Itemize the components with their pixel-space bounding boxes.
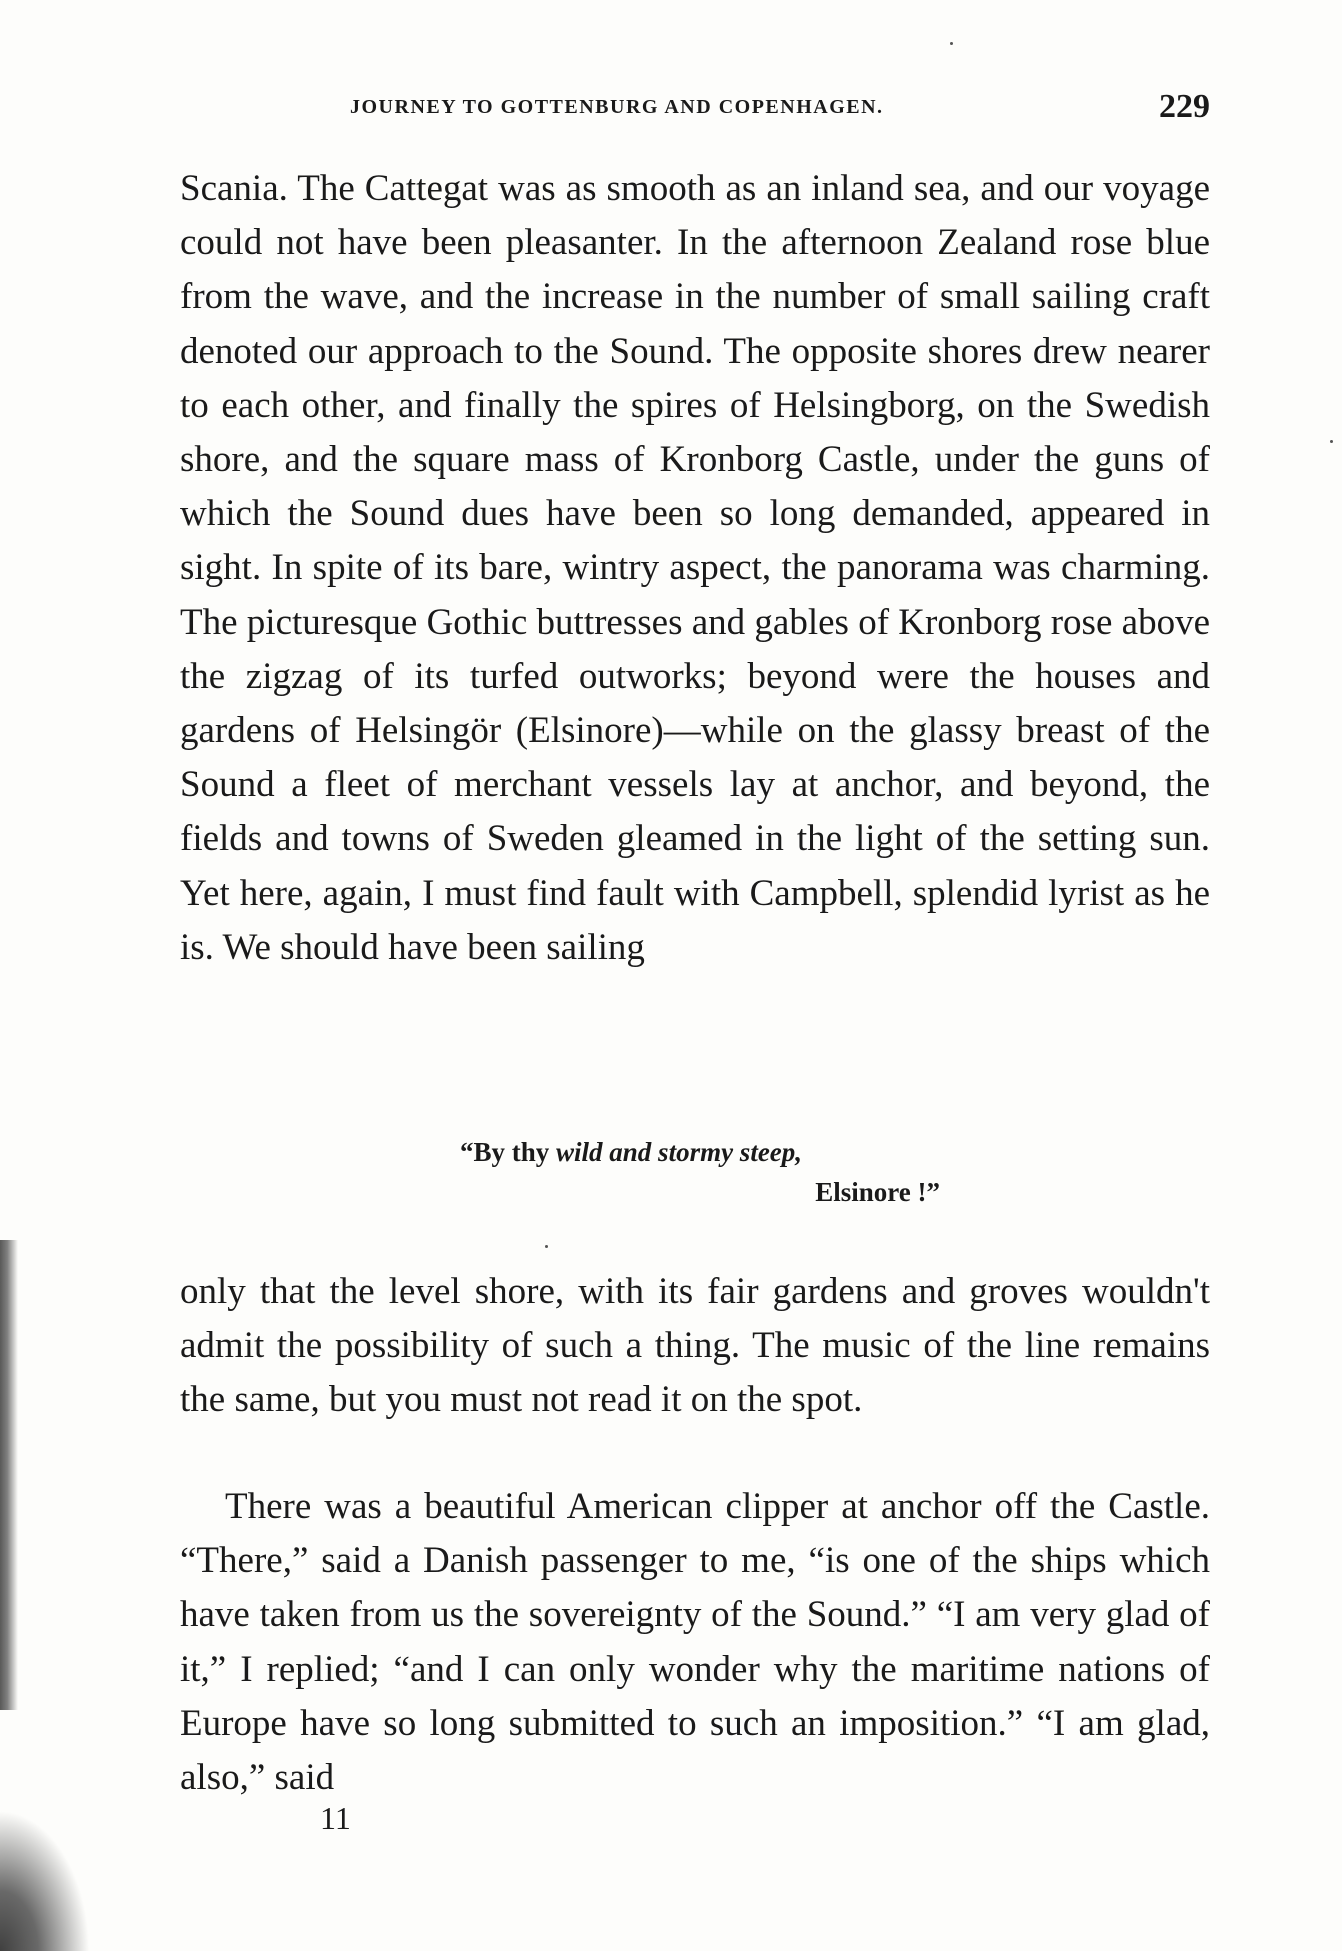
scan-speck xyxy=(1330,440,1333,443)
scan-speck xyxy=(950,42,953,45)
verse-line-1-start: “By thy xyxy=(460,1137,557,1167)
printer-signature-mark: 11 xyxy=(320,1800,351,1836)
running-head xyxy=(350,88,1210,136)
running-title: JOURNEY TO GOTTENBURG AND COPENHAGEN. xyxy=(350,96,884,118)
scan-shadow-corner xyxy=(0,1810,90,1951)
paragraph-1: Scania. The Cattegat was as smooth as an inland sea, and our voyage could not have been pleasanter. In the afternoon Zealand rose blue from the wave, and the increase in the number of small sailing craft denoted our approach to the Sound. The opposite shores drew nearer to each other, and finally the spires of Helsingborg, on the Swedish shore, and the square mass of Kronborg Castle, under the guns of which the Sound dues have been so long demanded, appeared in sight. In spite of its bare, wintry aspect, the panorama was charming. The picturesque Gothic buttresses and gables of Kronborg rose above the zigzag of its turfed outworks; beyond were the houses and gardens of Helsingör (Elsinore)—while on the glassy breast of the Sound a fleet of merchant vessels lay at anchor, and beyond, the fields and towns of Sweden gleamed in the light of the setting sun. Yet here, again, I must find fault with Campbell, splendid lyrist as he is. We should have been sailing xyxy=(180,168,1210,968)
verse-line-1 xyxy=(460,1132,980,1172)
verse-emphasis: wild and stormy steep, xyxy=(556,1137,803,1167)
page-number: 229 xyxy=(1159,88,1210,125)
verse-quotation xyxy=(460,1132,980,1212)
scan-speck xyxy=(545,1245,548,1248)
paragraph-2: only that the level shore, with its fair gardens and groves wouldn't admit the possibility of such a thing. The music of the line remains the same, but you must not read it on the spot. xyxy=(180,1271,1210,1421)
paragraph-3: There was a beautiful American clipper at anchor off the Castle. “There,” said a Danish passenger to me, “is one of the ships which have taken from us the sovereignty of the Sound.” “I am very glad of it,” I replied; “and I can only wonder why the maritime nations of Europe have so long submitted to such an imposition.” “I am glad, also,” said xyxy=(180,1486,1210,1799)
scan-shadow-left xyxy=(0,1240,18,1710)
verse-line-2: Elsinore !” xyxy=(815,1177,940,1207)
